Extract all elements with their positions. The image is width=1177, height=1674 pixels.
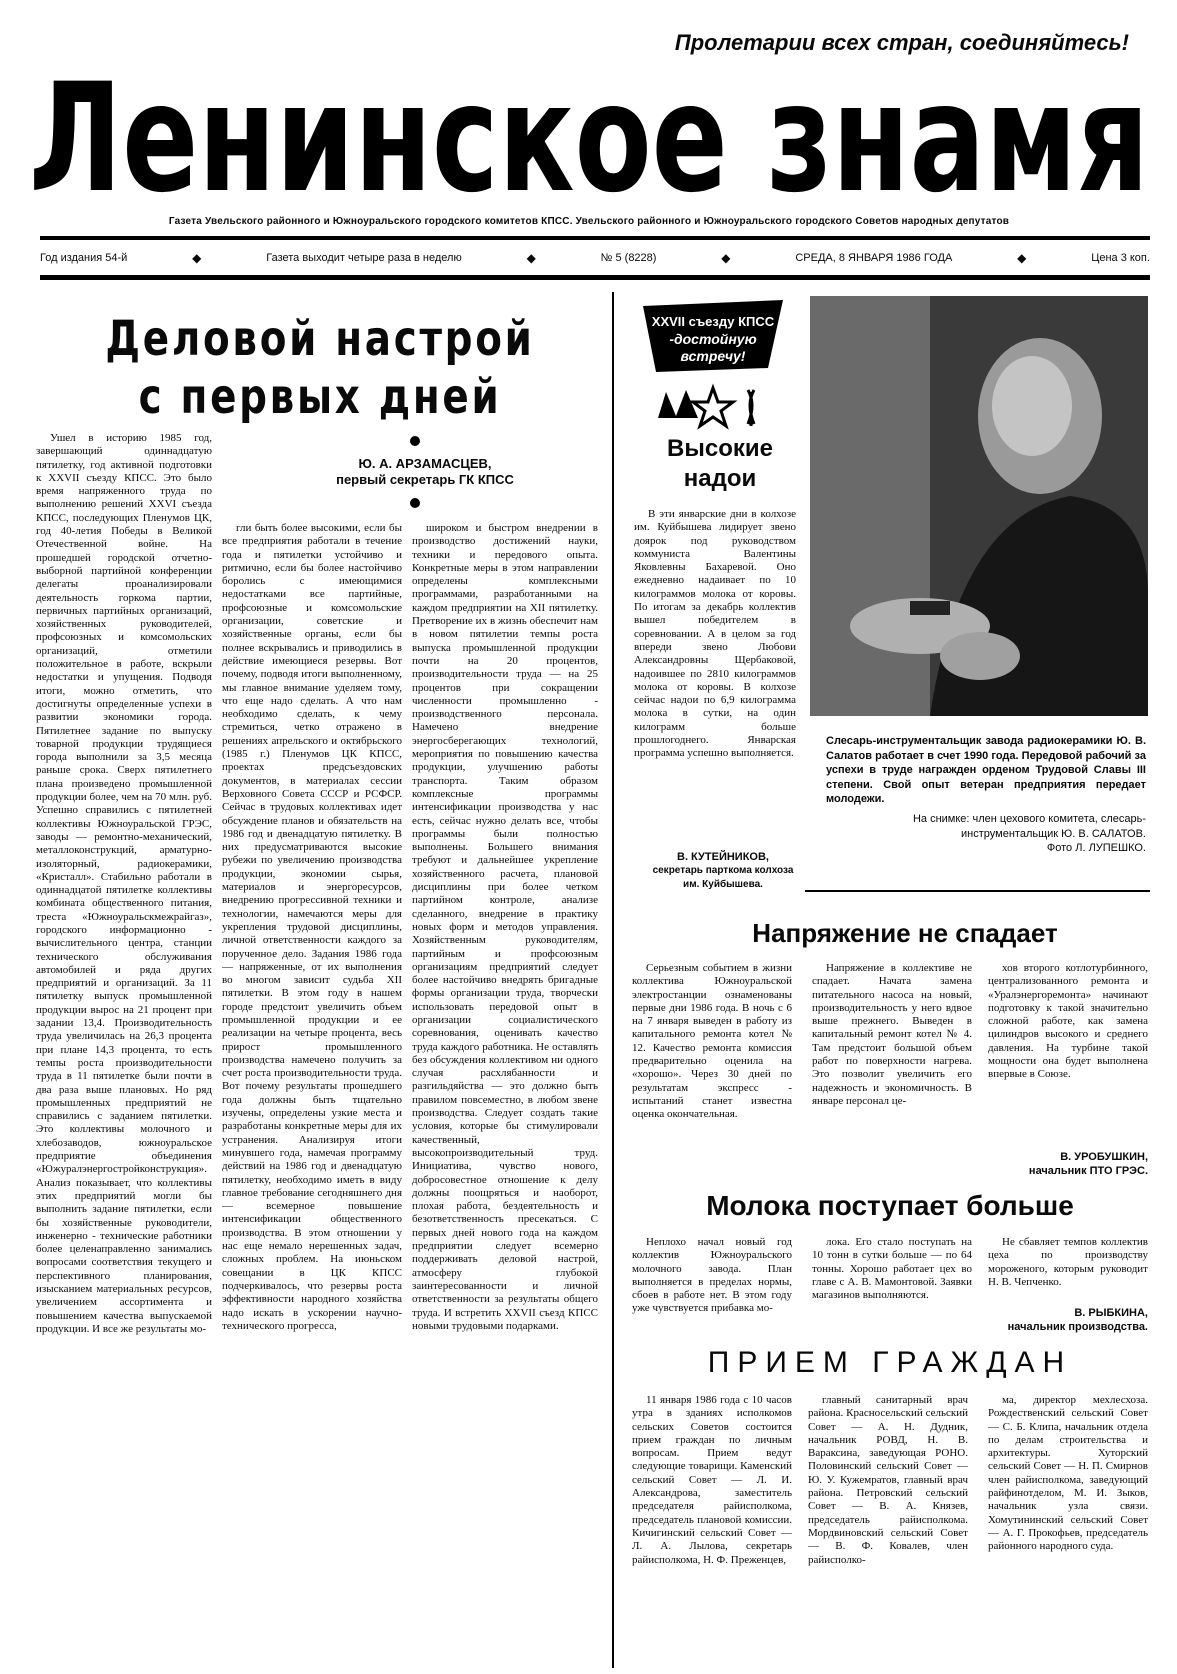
moloko-column-3: Не сбавляет темпов коллектив цеха по производству мороженого, которым руководит Н. В. Чепченко. <box>988 1236 1148 1288</box>
photo-worker <box>810 296 1148 716</box>
napr-column-3: хов второго котлотурбинного, централизованного ремонта и «Уралэнергоремонта» начинают подготовку к такой значительно сложной работе, как замена цилиндров высокого и среднего давления. На турбине такой мощности она будет выполнена впервые в Союзе. <box>988 962 1148 1081</box>
masthead-subtitle: Газета Увельского районного и Южноуральского городского комитетов КПСС. Увельского районного и Южноуральского городского Советов народных депутатов <box>168 216 1010 227</box>
lead-article-column-3: широком и быстром внедрении в производство достижений науки, техники и передового опыта. Конкретные меры в этом направлении определены комплексными программами, разработанными на каждом предприятии на XII пятилетку. Претворение их в жизнь обеспечит нам в новом пятилетии темпы роста выпуска промышленной продукции почти на 20 процентов, производительности труда — на 25 процентов при сокращении численности промышленно - производственного персонала. Намечено внедрение энергосберегающих технологий, мероприятия по повышению качества продукции, улучшению работы транспорта. Таким образом комплексные программы интенсификации производства у нас есть, сейчас нужно делать все, чтобы программы были полностью выполнены. Большего внимания требуют и дальнейшее укрепление хозяйственного расчета, плановой дисциплины при более четком партийном контроле, анализе сделанного, внедрение в практику новых форм и методов управления. Хозяйственным руководителям, партийным и профсоюзным организациям предприятий следует более настойчиво внедрять бригадные формы организации труда, творчески использовать передовой опыт в организации социалистического соревнования, оценивать качество труда каждого работника. Не оставлять без обсуждения коллективом ни одного случая расхлябанности и разгильдяйства — это должно быть правилом повсеместно, в любом звене производства. Следует создать такие условия, которые бы стимулировали качественный, высокопроизводительный труд. Инициатива, чувство нового, добросовестное отношение к делу должны поощряться и наоборот, плохая работа, бездеятельность и безответственность пресекаться. С первых дней нового года на каждом предприятии следует всемерно поддерживать деловой настрой, атмосферу глубокой заинтересованности и личной ответственности за результаты общего труда. И встретить XXVII съезд КПСС новыми трудовыми подарками. <box>412 522 598 1332</box>
bullet-icon <box>410 436 420 446</box>
priem-headline: ПРИЕМ ГРАЖДАН <box>707 1346 1073 1379</box>
moloko-signature: В. РЫБКИНА, начальник производства. <box>1007 1307 1148 1333</box>
lead-author-name: Ю. А. АРЗАМАСЦЕВ, <box>358 456 492 471</box>
issue-date: СРЕДА, 8 ЯНВАРЯ 1986 ГОДА <box>795 252 953 264</box>
priem-column-3: ма, директор мехлесхоза. Рождественский сельский Совет — С. Б. Клипа, начальник отдела по делам строительства и архитектуры. Хуторский сельский Совет — Н. П. Смирнов член райисполкома, заведующий райфинотделом, М. И. Зыков, начальник узла связи. Хомутининский сельский Совет — А. Г. Прокофьев, председатель районного народного суда. <box>988 1394 1148 1553</box>
masthead-title-text: Ленинское знамя <box>29 52 1149 220</box>
badge-line1: XXVII съезду КПСС <box>651 314 775 329</box>
masthead-title <box>24 40 1154 220</box>
lead-headline <box>86 310 554 426</box>
moloko-column-1: Неплохо начал новый год коллектив Южноуральского молочного завода. План выполняется в пределах нормы, сбоев в работе нет. В этом году уже чувствуется прибавка мо- <box>632 1236 792 1315</box>
diamond-icon: ◆ <box>526 251 536 265</box>
lead-article-column-1: Ушел в историю 1985 год, завершающий одиннадцатую пятилетку, год активной подготовки к XXVII съезду КПСС. Это было время напряженного труда по выполнению решений XXVI съезда КПСС, последующих Пленумов ЦК, год 40-летия Победы в Великой Отечественной войне. На прошедшей городской отчетно-выборной партийной конференции делегаты проанализировали деятельность горкома партии, первичных партийных организаций, хозяйственных руководителей, профсоюзных и комсомольских организаций, отметили положительное в работе, вскрыли недостатки и упущения. Подводя итоги, можно отметить, что достигнуты определенные успехи в развитии экономики города. Пятилетнее задание по выпуску товарной продукции трудящиеся города выполнили за 3,5 месяца раньше срока. Сверх пятилетнего плана произведено промышленной продукции более, чем на 70 млн. руб. Успешно справились с пятилетней коллективы Южноуральской ГРЭС, заводы — ремонтно-механический, металлоконструкций, арматурно-изоляторный, радиокерамики, «Кристалл». Стабильно работали в одиннадцатой пятилетке коллективы комбината общественного питания, треста «Южноуральскмежрайгаз», городского информационно - вычислительного центра, станции технического обслуживания автомобилей и ряда других предприятий и организаций. За 11 пятилетку выпуск промышленной продукции вырос на 21 процент при задании 13,4. Производительность труда увеличилась на 26,3 процента при плане 14,3 процента, то есть темпы роста производительности труда в 11 пятилетке были почти в два раза выше плановых. Но ряд промышленных предприятий не справились с заданием пятилетки. Это коллективы молочного и хлебозаводов, южноуральское предприятие объединения «Южуралэнергостройконструкция». Анализ показывает, что коллективы этих предприятий могли бы выполнить задание пятилетки, если бы хозяйственные руководители, инженерно - технические работники более целенаправленно занимались вопросами соответствия текущего и перспективного планирования, изысканием материальных ресурсов, увеличением ассортимента и повышением качества выпускаемой продукции. И все же результаты мо- <box>36 432 212 1335</box>
napr-column-2: Напряжение в коллективе не спадает. Начата замена питательного насоса на новый, производительность у него вдвое выше прежнего. Выведен в капитальный ремонт котел № 4. Там предстоит большой объем работ по поверхности нагрева. Это позволит увеличить его надежность и экономичность. В январе персонал це- <box>812 962 972 1107</box>
column-divider <box>612 292 614 1668</box>
lead-headline-line2: с первых дней <box>138 369 502 425</box>
masthead-motto: Пролетарии всех стран, соединяйтесь! <box>674 30 1129 55</box>
lead-author <box>290 456 560 488</box>
moloko-column-2: лока. Его стало поступать на 10 тонн в сутки больше — по 64 тонны. Хорошо работает цех во главе с А. В. Мамонтовой. Заявки магазинов выполняются. <box>812 1236 972 1302</box>
diamond-icon: ◆ <box>1017 251 1027 265</box>
issue-year: Год издания 54-й <box>40 252 128 264</box>
masthead-rule-bottom <box>40 275 1150 280</box>
congress-badge <box>638 298 788 438</box>
nadoi-headline: Высокие надои <box>667 435 773 492</box>
issue-number: № 5 (8228) <box>600 252 657 264</box>
moloko-headline: Молока поступает больше <box>706 1190 1074 1221</box>
napr-headline: Напряжение не спадает <box>752 918 1058 948</box>
issue-frequency: Газета выходит четыре раза в неделю <box>266 252 462 264</box>
badge-line3: встречу! <box>680 348 746 364</box>
lead-headline-line1: Деловой настрой <box>105 311 535 367</box>
nadoi-signature: В. КУТЕЙНИКОВ, секретарь парткома колхоза им. Куйбышева. <box>652 851 794 890</box>
priem-column-2: главный санитарный врач района. Красносельский сельский Совет — А. Н. Дудник, начальник РОВД, Н. В. Вараксина, заведующая РОНО. Половинский сельский Совет — Ю. У. Кужемратов, главный врач района. Петровский сельский Совет — В. А. Князев, председатель райисполкома. Мордвиновский сельский Совет — В. Ф. Ковалев, член райисполко- <box>808 1394 968 1566</box>
issue-price: Цена 3 коп. <box>1091 252 1150 264</box>
section-rule <box>805 890 1150 892</box>
lead-author-title: первый секретарь ГК КПСС <box>336 472 514 487</box>
priem-column-1: 11 января 1986 года с 10 часов утра в зданиях исполкомов сельских Советов состоится прием граждан по личным вопросам. Прием ведут следующие товарищи. Каменский сельский Совет — Л. И. Александрова, заместитель председателя райисполкома, председатель плановой комиссии. Кичигинский сельский Совет — Л. А. Лылова, секретарь райисполкома, Н. Ф. Преженцев, <box>632 1394 792 1566</box>
masthead-rule-top <box>40 236 1150 240</box>
lead-article-column-2: гли быть более высокими, если бы все предприятия работали в течение года и пятилетки устойчиво и ритмично, если бы более настойчиво боролись с имеющимися недостатками все партийные, профсоюзные и комсомольские организации, советские и хозяйственные органы, если бы полнее вскрывались и приводились в действие имеющиеся резервы. Вот почему, подводя итоги выполненному, мы главное внимание уделяем тому, что еще надо сделать. А что нам необходимо сделать, к чему стремиться, четко отражено в решениях апрельского и октябрьского (1985 г.) Пленумов ЦК КПСС, проектах предсъездовских документов, в материалах сессии Верховного Совета СССР и РСФСР. Сейчас в трудовых коллективах идет обсуждение планов и обязательств на 1986 год и двенадцатую пятилетку. В них предусматриваются высокие рубежи по увеличению производства продукции, экономии сырья, материалов и энергоресурсов, внедрению прогрессивной техники и технологии, намечаются меры для укрепления трудовой дисциплины, личной ответственности каждого за порученное дело. Задания 1986 года — напряженные, от их выполнения во многом зависит судьба XII пятилетки. В этом году в нашем городе предстоит увеличить объем промышленной продукции и ее реализации на четыре процента, весь прирост промышленного производства намечено получить за счет роста производительности труда. Вот почему результаты прошедшего года должны быть тщательно изучены, определены узкие места и разработаны конкретные меры для их устранения. Анализируя итоги минувшего года, намечая программу действий на 1986 год и двенадцатую пятилетку, необходимо иметь в виду главное требование сегодняшнего дня — всемерное повышение интенсификации общественного производства. В этом отношении у нас еще немало нерешенных задач, сложных проблем. На июньском совещании в ЦК КПСС подчеркивалось, что резервы роста эффективности народного хозяйства надо искать в ускорении научно-технического прогресса, <box>222 522 402 1332</box>
napr-column-1: Серьезным событием в жизни коллектива Южноуральской электростанции ознаменованы первые дни 1986 года. В ночь с 6 на 7 января выведен в работу из капитального ремонта котел № 12. Качество ремонта комиссия предварительно оценила на «хорошо». Через 30 дней по результатам экспресс - испытаний станет известна оценка окончательная. <box>632 962 792 1121</box>
issue-info-bar <box>40 251 1150 265</box>
napr-signature: В. УРОБУШКИН, начальник ПТО ГРЭС. <box>1028 1151 1148 1177</box>
photo-caption: Слесарь-инструментальщик завода радиокерамики Ю. В. Салатов работает в счет 1990 года. Передовой рабочий за успехи в труде награжден орденом Трудовой Славы III степени. Свой опыт ветеран предприятия передает молодежи. <box>826 735 1146 805</box>
diamond-icon: ◆ <box>192 251 202 265</box>
diamond-icon: ◆ <box>721 251 731 265</box>
bullet-icon <box>410 498 420 508</box>
badge-line2: -достойную <box>669 331 757 347</box>
nadoi-body: В эти январские дни в колхозе им. Куйбышева лидирует звено доярок под руководством коммуниста Валентины Яковлевны Бахаревой. Оно ежедневно надаивает по 10 килограммов молока от коровы. По итогам за декабрь коллектив вышел победителем в соревновании. А в целом за год впереди звено Любови Александровны Щербаковой, надоившее по 2810 килограммов молока от коровы. В колхозе сейчас надои по 6,9 килограмма молока в сутки, на один килограмм больше прошлогоднего. Январская программа успешно выполняется. <box>634 508 796 760</box>
photo-credit: На снимке: член цехового комитета, слесарь-инструментальщик Ю. В. САЛАТОВ. Фото Л. ЛУПЕШКО. <box>912 813 1146 854</box>
